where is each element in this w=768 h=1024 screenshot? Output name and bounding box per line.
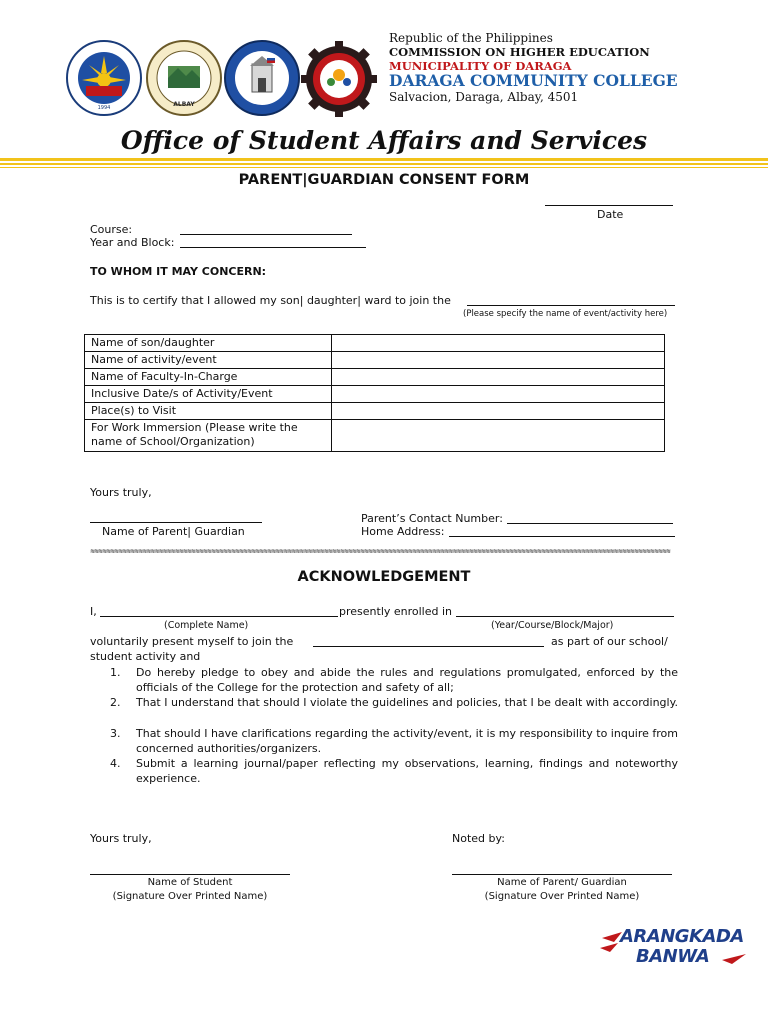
row-label: Inclusive Date/s of Activity/Event [85,386,332,403]
year-course-field[interactable] [456,606,674,617]
home-address-field[interactable] [449,526,675,537]
certify-text: This is to certify that I allowed my son| daughter| ward to join the [90,294,451,307]
event-field[interactable] [467,295,675,306]
table-row [85,335,665,352]
header-stripe [0,167,768,168]
list-number: 3. [110,727,121,740]
date-field[interactable] [545,195,673,206]
course-field[interactable] [180,224,352,235]
list-number: 4. [110,757,121,770]
row-label: Name of activity/event [85,352,332,369]
salutation: TO WHOM IT MAY CONCERN: [90,265,267,278]
row-label-line: name of School/Organization) [91,435,255,448]
table-row [85,386,665,403]
ack-title: ACKNOWLEDGEMENT [297,569,471,585]
list-text: Do hereby pledge to obey and abide the rules and regulations promulgated, enforced by the officials of the College for the protection and safety of all; [136,666,678,694]
arangkada-banwa-logo [600,924,750,974]
svg-text:ALBAY: ALBAY [173,101,195,108]
row-value-field[interactable] [332,386,665,403]
ack-as-part: as part of our school/ [551,635,668,648]
list-text: That I understand that should I violate the guidelines and policies, that I be dealt with accordingly. [136,696,679,709]
office-title: Office of Student Affairs and Services [120,126,648,155]
municipality-line: MUNICIPALITY OF DARAGA [389,59,572,73]
row-label-line: For Work Immersion (Please write the [91,421,298,434]
municipality-seal-icon [146,40,222,116]
row-value-field[interactable] [332,420,665,452]
parent-signature-field[interactable] [90,512,262,523]
year-block-field[interactable] [180,237,366,248]
certify-hint: (Please specify the name of event/activity here) [463,309,668,319]
college-address: Salvacion, Daraga, Albay, 4501 [389,90,579,104]
table-row [85,369,665,386]
contact-field[interactable] [507,513,673,524]
guardian-name-label: Name of Parent/ Guardian [497,877,627,888]
guardian-sig-label: (Signature Over Printed Name) [484,891,640,902]
svg-text:1994: 1994 [97,105,111,111]
row-value-field[interactable] [332,369,665,386]
row-value-field[interactable] [332,403,665,420]
student-sig-label: (Signature Over Printed Name) [112,891,268,902]
list-number: 1. [110,666,121,679]
row-label: Name of son/daughter [85,335,332,352]
republic-line: Republic of the Philippines [389,31,553,45]
ack-enrolled: presently enrolled in [339,605,453,618]
table-row [85,352,665,369]
form-title: PARENT|GUARDIAN CONSENT FORM [238,172,530,188]
activity-field[interactable] [313,636,544,647]
table-row [85,403,665,420]
guardian-signature-field[interactable] [452,864,672,875]
header-stripe [0,163,768,165]
yours-truly: Yours truly, [90,486,152,499]
year-course-hint: (Year/Course/Block/Major) [491,620,614,631]
info-table [84,334,665,452]
dcc-seal-icon [224,40,300,116]
date-label: Date [597,208,624,221]
ack-voluntarily: voluntarily present myself to join the [90,635,294,648]
student-name-label: Name of Student [147,877,233,888]
year-block-label: Year and Block: [90,236,175,249]
ack-i: I, [90,605,97,618]
ack-yours-truly: Yours truly, [90,832,152,845]
contact-label: Parent’s Contact Number: [361,512,503,525]
row-value-field[interactable] [332,352,665,369]
header-stripe [0,158,768,161]
row-value-field[interactable] [332,335,665,352]
separator-line: ≋≋≋≋≋≋≋≋≋≋≋≋≋≋≋≋≋≋≋≋≋≋≋≋≋≋≋≋≋≋≋≋≋≋≋≋≋≋≋≋≋≋≋≋≋≋≋≋≋≋≋≋≋≋≋≋≋≋≋≋≋≋≋≋≋≋≋≋≋≋≋≋≋≋≋≋≋≋≋≋≋≋≋≋≋≋≋≋≋≋≋≋≋≋≋≋≋≋≋≋≋≋≋≋≋≋≋≋≋≋≋≋≋≋≋≋≋≋≋≋≋≋≋≋≋≋≋≋≋≋≋≋≋≋≋≋≋≋≋≋≋≋≋≋ [90,548,670,555]
ack-student-activity: student activity and [90,650,201,663]
ched-seal-icon [66,40,142,116]
student-signature-field[interactable] [90,864,290,875]
noted-by: Noted by: [452,832,505,845]
table-row [85,420,665,452]
commission-line: COMMISSION ON HIGHER EDUCATION [389,45,650,59]
home-address-label: Home Address: [361,525,445,538]
row-label: Place(s) to Visit [85,403,332,420]
parent-name-label: Name of Parent| Guardian [102,525,245,538]
row-label [85,420,332,452]
list-text: That should I have clarifications regarding the activity/event, it is my responsibility to inquire from concerned authorities/organizers. [136,727,678,755]
course-label: Course: [90,223,133,236]
gear-seal-icon [300,40,376,116]
logo-line2: BANWA [636,946,710,967]
row-label: Name of Faculty-In-Charge [85,369,332,386]
list-text: Submit a learning journal/paper reflecting my observations, learning, findings and noteworthy experience. [136,757,678,785]
list-number: 2. [110,696,121,709]
complete-name-field[interactable] [100,606,338,617]
logo-line1: ARANGKADA [620,926,744,947]
college-name: DARAGA COMMUNITY COLLEGE [389,71,678,90]
complete-name-hint: (Complete Name) [164,620,249,631]
